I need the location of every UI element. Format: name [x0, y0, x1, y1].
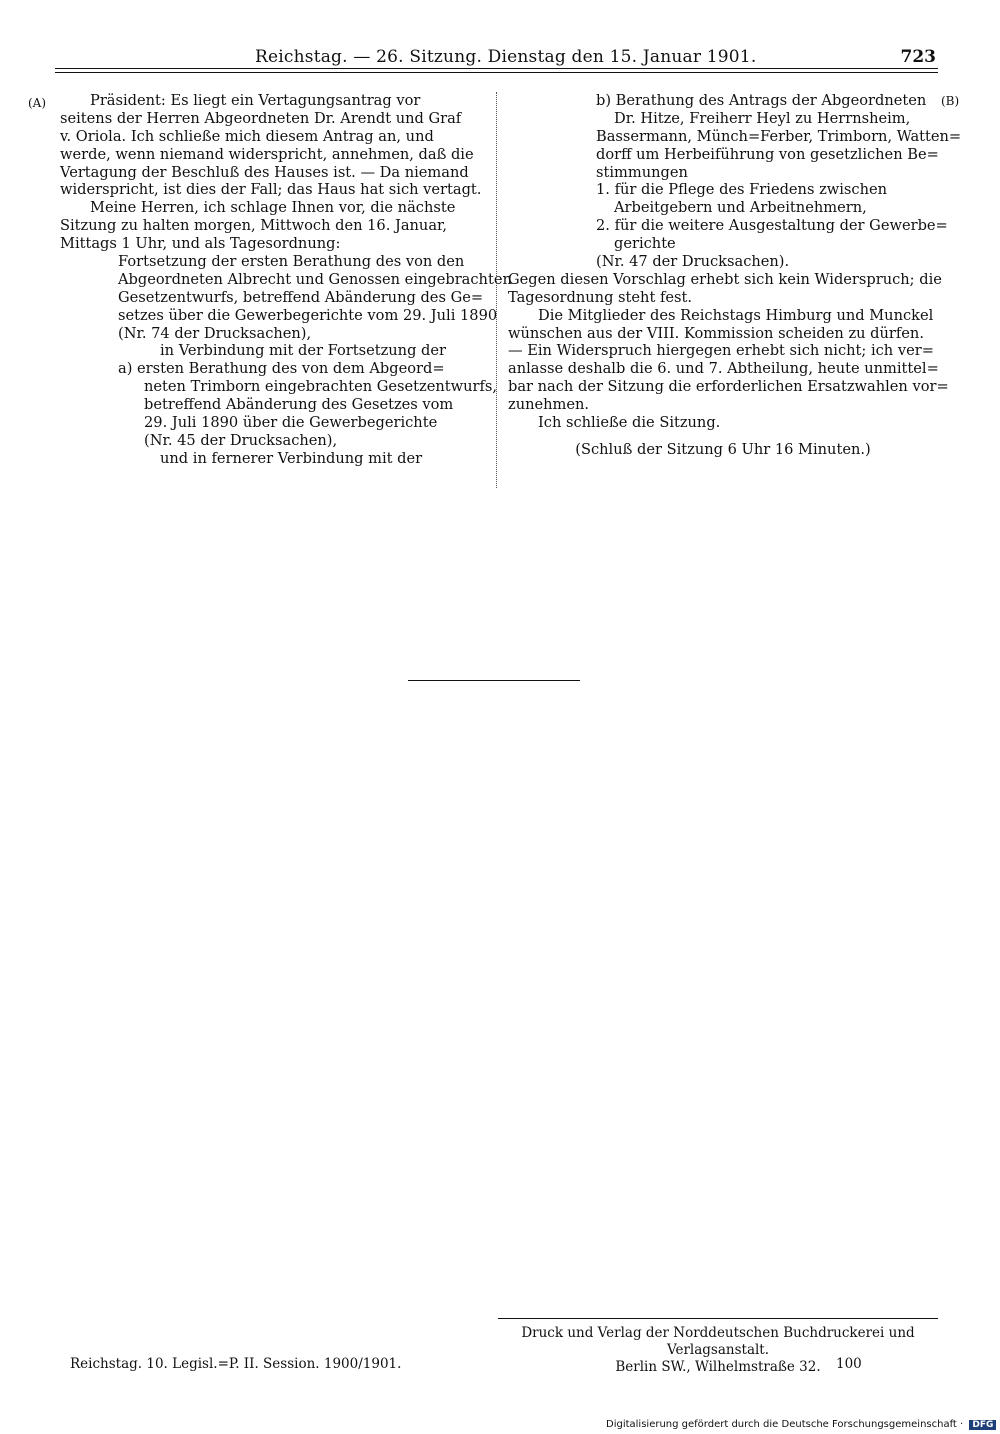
imprint	[498, 1325, 938, 1376]
margin-marker-right: (B)	[941, 94, 960, 108]
text-line: Ich schließe die Sitzung.	[538, 414, 721, 432]
text-line: bar nach der Sitzung die erforderlichen Ersatzwahlen vor=	[508, 378, 949, 396]
text-line: Abgeordneten Albrecht und Genossen eingebrachten	[118, 270, 512, 288]
closing-line: (Schluß der Sitzung 6 Uhr 16 Minuten.)	[575, 440, 871, 458]
text-line: in Verbindung mit der Fortsetzung der	[160, 342, 447, 360]
text-line: gerichte	[614, 235, 676, 253]
imprint-line: Berlin SW., Wilhelmstraße 32.	[615, 1359, 821, 1375]
text-line: (Nr. 47 der Drucksachen).	[596, 253, 790, 271]
text-line: und in fernerer Verbindung mit der	[160, 449, 423, 467]
text-line: dorff um Herbeiführung von gesetzlichen Be=	[596, 145, 939, 163]
text-line: werde, wenn niemand widerspricht, annehmen, daß die	[60, 145, 474, 163]
text-line: Tagesordnung steht fest.	[508, 288, 692, 306]
text-line: Arbeitgebern und Arbeitnehmern,	[614, 199, 867, 217]
footer-signature: Reichstag. 10. Legisl.=P. II. Session. 1900/1901.	[70, 1356, 402, 1372]
page-number: 723	[900, 47, 936, 67]
text-line: anlasse deshalb die 6. und 7. Abtheilung, heute unmittel=	[508, 360, 939, 378]
right-column	[508, 92, 962, 459]
text-line: Meine Herren, ich schlage Ihnen vor, die nächste	[90, 199, 456, 217]
spacer	[508, 432, 938, 441]
text-line: Präsident: Es liegt ein Vertagungsantrag vor	[90, 92, 421, 109]
text-line: Dr. Hitze, Freiherr Heyl zu Herrnsheim,	[614, 109, 911, 127]
text-line: neten Trimborn eingebrachten Gesetzentwurfs,	[144, 378, 498, 396]
text-line: — Ein Widerspruch hiergegen erhebt sich nicht; ich ver=	[508, 342, 934, 360]
text-line: 29. Juli 1890 über die Gewerbegerichte	[144, 414, 438, 432]
text-line: (Nr. 45 der Drucksachen),	[144, 431, 338, 449]
text-line: Fortsetzung der ersten Berathung des von den	[118, 253, 465, 271]
footer-sheet-number: 100	[836, 1356, 862, 1372]
text-line: stimmungen	[596, 163, 688, 181]
text-line: 1. für die Pflege des Friedens zwischen	[596, 181, 888, 199]
text-line: b) Berathung des Antrags der Abgeordneten	[596, 92, 927, 109]
text-line: betreffend Abänderung des Gesetzes vom	[144, 396, 454, 414]
text-line: setzes über die Gewerbegerichte vom 29. Juli 1890	[118, 306, 498, 324]
imprint-rule	[498, 1318, 938, 1319]
dfg-logo: DFG	[969, 1420, 996, 1430]
text-line: wünschen aus der VIII. Kommission scheiden zu dürfen.	[508, 324, 924, 342]
text-line: Gegen diesen Vorschlag erhebt sich kein Widerspruch; die	[508, 270, 942, 288]
text-line: Sitzung zu halten morgen, Mittwoch den 16. Januar,	[60, 217, 448, 235]
digitization-credit: Digitalisierung gefördert durch die Deutsche Forschungsgemeinschaft · DFG	[606, 1419, 996, 1430]
running-header	[55, 44, 938, 70]
text-line: a) ersten Berathung des von dem Abgeord=	[118, 360, 445, 378]
text-line: Vertagung der Beschluß des Hauses ist. — Da niemand	[60, 163, 469, 181]
text-line: widerspricht, ist dies der Fall; das Haus hat sich vertagt.	[60, 181, 482, 199]
text-line: Gesetzentwurfs, betreffend Abänderung des Ge=	[118, 288, 484, 306]
text-line: seitens der Herren Abgeordneten Dr. Arendt und Graf	[60, 109, 462, 127]
imprint-line: Druck und Verlag der Norddeutschen Buchdruckerei und Verlagsanstalt.	[521, 1325, 915, 1358]
text-line: Mittags 1 Uhr, und als Tagesordnung:	[60, 235, 341, 253]
column-divider	[496, 92, 497, 488]
header-rule	[55, 68, 938, 73]
left-column	[60, 92, 512, 468]
text-line: zunehmen.	[508, 396, 590, 414]
text-line: 2. für die weitere Ausgestaltung der Gewerbe=	[596, 217, 948, 235]
text-line: Die Mitglieder des Reichstags Himburg und Munckel	[538, 306, 934, 324]
margin-marker-left: (A)	[28, 96, 47, 110]
header-title: Reichstag. — 26. Sitzung. Dienstag den 15. Januar 1901.	[255, 47, 757, 67]
text-line: Bassermann, Münch=Ferber, Trimborn, Watten=	[596, 127, 962, 145]
credit-text: Digitalisierung gefördert durch die Deutsche Forschungsgemeinschaft	[606, 1419, 957, 1430]
text-line: v. Oriola. Ich schließe mich diesem Antrag an, und	[60, 127, 434, 145]
end-rule	[408, 680, 580, 681]
text-line: (Nr. 74 der Drucksachen),	[118, 324, 312, 342]
